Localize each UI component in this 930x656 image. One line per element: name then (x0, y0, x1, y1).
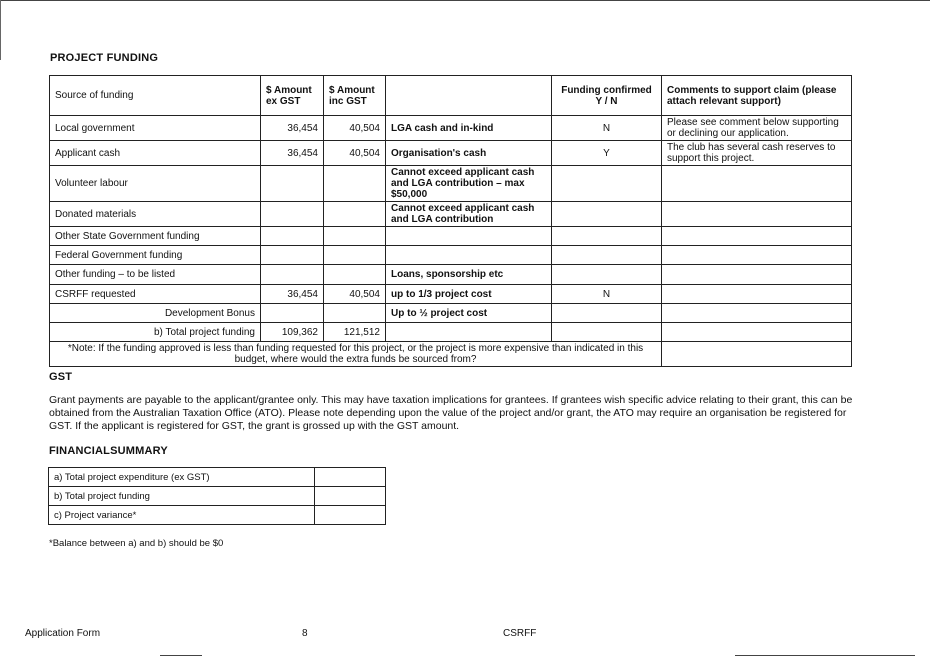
row-source: Other funding – to be listed (50, 265, 261, 285)
row-condition: up to 1/3 project cost (386, 285, 552, 304)
table-row (50, 166, 852, 202)
table-row (50, 202, 852, 227)
row-amount-inc (324, 265, 386, 285)
row-source: Volunteer labour (50, 166, 261, 202)
row-comment (662, 323, 852, 342)
row-comment (662, 202, 852, 227)
row-amount-inc (324, 246, 386, 265)
row-confirmed (552, 227, 662, 246)
row-amount-ex (261, 166, 324, 202)
funding-header-row (50, 76, 852, 116)
row-comment (662, 227, 852, 246)
row-source: CSRFF requested (50, 285, 261, 304)
summary-value (315, 468, 386, 487)
row-amount-ex: 109,362 (261, 323, 324, 342)
footer-page-number: 8 (302, 628, 308, 639)
row-amount-inc: 121,512 (324, 323, 386, 342)
row-comment (662, 246, 852, 265)
row-source: b) Total project funding (50, 323, 261, 342)
header-amount-ex-gst: $ Amount ex GST (261, 76, 324, 116)
row-confirmed: N (552, 116, 662, 141)
row-amount-ex: 36,454 (261, 285, 324, 304)
row-amount-inc (324, 166, 386, 202)
gst-heading: GST (49, 371, 73, 383)
header-source: Source of funding (50, 76, 261, 116)
summary-label: a) Total project expenditure (ex GST) (49, 468, 315, 487)
row-amount-ex (261, 304, 324, 323)
top-scan-rule (0, 0, 930, 1)
row-amount-inc: 40,504 (324, 116, 386, 141)
table-row (50, 116, 852, 141)
row-source: Federal Government funding (50, 246, 261, 265)
row-condition: Cannot exceed applicant cash and LGA contribution (386, 202, 552, 227)
footer-program-name: CSRFF (503, 628, 537, 639)
row-condition: Cannot exceed applicant cash and LGA contribution – max $50,000 (386, 166, 552, 202)
financial-summary-table (48, 467, 386, 525)
balance-footnote: *Balance between a) and b) should be $0 (49, 538, 224, 549)
financial-summary-heading: FINANCIALSUMMARY (49, 445, 168, 457)
row-comment (662, 285, 852, 304)
row-confirmed (552, 202, 662, 227)
table-row (50, 246, 852, 265)
row-source: Applicant cash (50, 141, 261, 166)
row-amount-inc (324, 227, 386, 246)
row-amount-ex: 36,454 (261, 141, 324, 166)
row-amount-ex (261, 246, 324, 265)
row-comment: The club has several cash reserves to support this project. (662, 141, 852, 166)
header-comments: Comments to support claim (please attach relevant support) (662, 76, 852, 116)
summary-value (315, 487, 386, 506)
row-comment (662, 265, 852, 285)
summary-value (315, 506, 386, 525)
row-confirmed (552, 265, 662, 285)
row-confirmed: N (552, 285, 662, 304)
header-funding-confirmed: Funding confirmed Y / N (552, 76, 662, 116)
header-amount-inc-gst: $ Amount inc GST (324, 76, 386, 116)
summary-label: b) Total project funding (49, 487, 315, 506)
row-amount-inc (324, 202, 386, 227)
row-confirmed: Y (552, 141, 662, 166)
table-row (50, 141, 852, 166)
table-row (49, 487, 386, 506)
row-source: Development Bonus (50, 304, 261, 323)
funding-note: *Note: If the funding approved is less than funding requested for this project, or the project is more expensive than indicated in this budget, where would the extra funds be sourced from? (50, 342, 662, 367)
project-funding-heading: PROJECT FUNDING (50, 52, 159, 64)
row-condition (386, 227, 552, 246)
row-condition: Loans, sponsorship etc (386, 265, 552, 285)
row-source: Other State Government funding (50, 227, 261, 246)
row-confirmed (552, 323, 662, 342)
row-amount-inc: 40,504 (324, 285, 386, 304)
row-confirmed (552, 166, 662, 202)
row-amount-ex (261, 202, 324, 227)
table-row (49, 506, 386, 525)
row-amount-ex (261, 227, 324, 246)
table-row (50, 304, 852, 323)
table-row (50, 265, 852, 285)
row-condition (386, 246, 552, 265)
table-row (50, 227, 852, 246)
row-amount-inc: 40,504 (324, 141, 386, 166)
note-comment-cell (662, 342, 852, 367)
table-row (50, 323, 852, 342)
summary-label: c) Project variance* (49, 506, 315, 525)
header-condition (386, 76, 552, 116)
row-source: Local government (50, 116, 261, 141)
table-row (49, 468, 386, 487)
row-condition (386, 323, 552, 342)
funding-table (49, 75, 852, 367)
row-comment (662, 304, 852, 323)
row-amount-inc (324, 304, 386, 323)
row-condition: Organisation's cash (386, 141, 552, 166)
row-condition: Up to ½ project cost (386, 304, 552, 323)
row-confirmed (552, 246, 662, 265)
row-comment: Please see comment below supporting or declining our application. (662, 116, 852, 141)
row-amount-ex: 36,454 (261, 116, 324, 141)
gst-paragraph: Grant payments are payable to the applicant/grantee only. This may have taxation implications for grantees. If grantees wish specific advice relating to their grant, this can be obtained from the Australian Taxation Office (ATO). Please note depending upon the value of the project and/or grant, the ATO may require an organisation be registered for GST. If the applicant is registered for GST, the grant is grossed up with the GST amount. (49, 394, 853, 432)
row-source: Donated materials (50, 202, 261, 227)
row-comment (662, 166, 852, 202)
left-scan-rule (0, 0, 1, 60)
row-condition: LGA cash and in-kind (386, 116, 552, 141)
footer-form-name: Application Form (25, 628, 101, 639)
row-amount-ex (261, 265, 324, 285)
note-row (50, 342, 852, 367)
table-row (50, 285, 852, 304)
row-confirmed (552, 304, 662, 323)
